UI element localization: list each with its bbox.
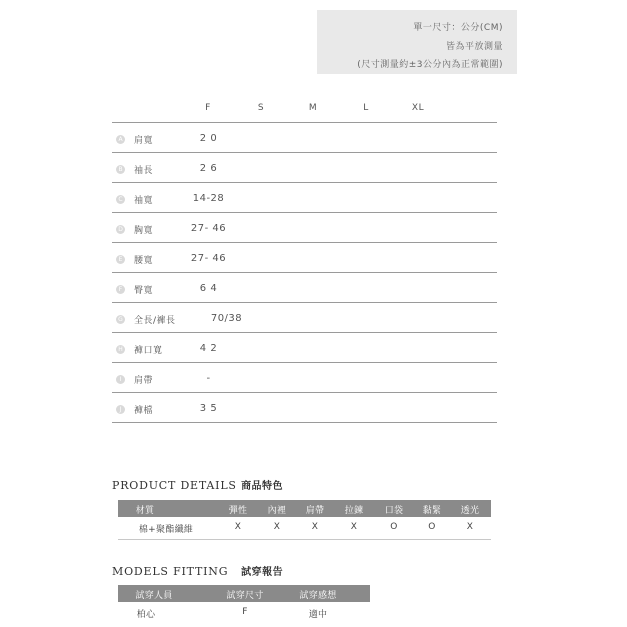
note-tolerance: (尺寸測量約±3公分內為正常範圍): [357, 60, 503, 70]
header-material: 材質: [135, 506, 155, 516]
models-fitting-title: [112, 563, 283, 578]
models-fitting-header: [118, 585, 370, 602]
row-value-f: 70/38: [210, 313, 243, 324]
size-header-l: L: [363, 103, 369, 113]
product-details-header: [118, 500, 491, 517]
header-tight: 黏緊: [422, 506, 442, 516]
row-value-f: 27- 46: [190, 253, 227, 264]
cell-strap: X: [311, 522, 319, 532]
product-details-title-en: PRODUCT DETAILS: [112, 479, 237, 492]
size-header-f: F: [205, 103, 211, 113]
measurement-note: [317, 10, 517, 74]
row-badge: E: [116, 255, 125, 264]
row-value-f: 14-28: [192, 193, 225, 204]
size-row: [112, 303, 497, 333]
cell-feedback: 適中: [308, 610, 328, 620]
cell-lining: X: [273, 522, 281, 532]
header-sheer: 透光: [460, 506, 480, 516]
header-lining: 內裡: [267, 506, 287, 516]
row-label: 袖長: [134, 166, 154, 176]
size-header-s: S: [257, 103, 265, 113]
row-label: 腰寬: [134, 256, 154, 266]
row-badge: C: [116, 195, 125, 204]
row-label: 肩寬: [134, 136, 154, 146]
size-row: [112, 273, 497, 303]
row-value-f: 2 0: [199, 133, 218, 144]
row-badge: I: [116, 375, 125, 384]
size-header-m: M: [308, 103, 318, 113]
row-value-f: 6 4: [199, 283, 218, 294]
size-row: [112, 363, 497, 393]
size-row: [112, 213, 497, 243]
row-value-f: -: [206, 373, 211, 384]
product-details-rule: [118, 539, 491, 540]
header-pocket: 口袋: [384, 506, 404, 516]
size-row: [112, 333, 497, 363]
cell-zipper: X: [350, 522, 358, 532]
cell-model: 柏心: [136, 610, 156, 620]
cell-sheer: X: [466, 522, 474, 532]
size-row: [112, 243, 497, 273]
header-zipper: 拉鍊: [344, 506, 364, 516]
row-badge: D: [116, 225, 125, 234]
product-details-title-zh: 商品特色: [241, 481, 284, 492]
row-badge: A: [116, 135, 125, 144]
size-row: [112, 123, 497, 153]
header-model: 試穿人員: [135, 591, 173, 601]
row-badge: J: [116, 405, 125, 414]
cell-tight: O: [428, 522, 436, 532]
row-label: 褲口寬: [134, 346, 163, 356]
row-badge: G: [116, 315, 125, 324]
row-badge: H: [116, 345, 125, 354]
size-header-xl: XL: [411, 103, 425, 113]
cell-size-tried: F: [242, 607, 248, 617]
row-label: 肩帶: [134, 376, 154, 386]
row-badge: B: [116, 165, 125, 174]
header-feedback: 試穿感想: [299, 591, 337, 601]
row-value-f: 27- 46: [190, 223, 227, 234]
row-label: 褲檔: [134, 406, 154, 416]
size-row: [112, 153, 497, 183]
note-method: 皆為平放測量: [445, 42, 503, 52]
row-value-f: 3 5: [199, 403, 218, 414]
row-label: 全長/褲長: [134, 316, 176, 326]
cell-pocket: O: [390, 522, 398, 532]
note-unit: 單一尺寸：公分(CM): [413, 23, 503, 33]
row-badge: F: [116, 285, 125, 294]
row-value-f: 4 2: [199, 343, 218, 354]
header-size-tried: 試穿尺寸: [226, 591, 264, 601]
row-label: 袖寬: [134, 196, 154, 206]
models-fitting-title-en: MODELS FITTING: [112, 565, 229, 578]
header-elasticity: 彈性: [228, 506, 248, 516]
row-label: 胸寬: [134, 226, 154, 236]
size-row: [112, 183, 497, 213]
cell-elasticity: X: [234, 522, 242, 532]
header-strap: 肩帶: [305, 506, 325, 516]
cell-material: 棉+聚酯纖維: [138, 525, 194, 535]
row-value-f: 2 6: [199, 163, 218, 174]
size-row: [112, 393, 497, 423]
models-fitting-title-zh: 試穿報告: [241, 567, 284, 578]
product-details-title: [112, 477, 283, 492]
row-label: 臀寬: [134, 286, 154, 296]
